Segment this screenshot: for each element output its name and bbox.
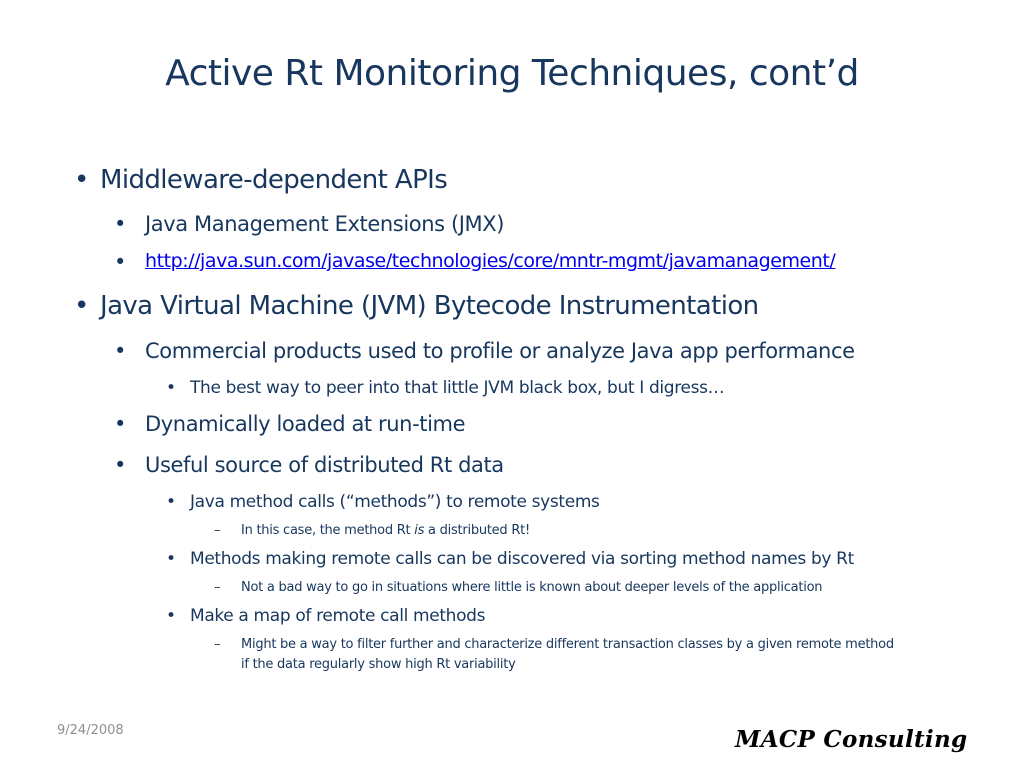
footer-date: 9/24/2008 — [57, 723, 124, 738]
bullet-method-rt-distributed — [241, 523, 530, 538]
bullet-jvm-black-box: The best way to peer into that little JVM black box, but I digress… — [190, 378, 725, 398]
bullet-icon: • — [166, 549, 176, 569]
slide-title: Active Rt Monitoring Techniques, cont’d — [165, 53, 859, 94]
bullet-icon: • — [114, 250, 126, 274]
bullet-icon: • — [166, 492, 176, 512]
bullet-filter-line-2: if the data regularly show high Rt variability — [241, 657, 516, 672]
bullet-jvm-instrumentation: Java Virtual Machine (JVM) Bytecode Instrumentation — [100, 291, 759, 321]
bullet-filter-line-1: Might be a way to filter further and characterize different transaction classes by a given remote method — [241, 637, 894, 652]
bullet-not-a-bad-way: Not a bad way to go in situations where little is known about deeper levels of the application — [241, 580, 823, 595]
bullet-icon: • — [114, 212, 126, 236]
footer-brand-logo: MACP Consulting — [735, 726, 968, 753]
text-segment: In this case, the method Rt — [241, 523, 415, 538]
emphasis-text: is — [414, 523, 425, 538]
bullet-icon: • — [114, 453, 126, 477]
jmx-link[interactable]: http://java.sun.com/javase/technologies/core/mntr-mgmt/javamanagement/ — [145, 250, 836, 272]
bullet-remote-call-map: Make a map of remote call methods — [190, 606, 486, 626]
bullet-commercial-products: Commercial products used to profile or analyze Java app performance — [145, 339, 855, 363]
bullet-dynamically-loaded: Dynamically loaded at run-time — [145, 412, 466, 436]
bullet-icon: • — [166, 606, 176, 626]
text-segment: a distributed Rt! — [424, 523, 530, 538]
dash-icon: – — [214, 637, 221, 652]
bullet-middleware-apis: Middleware-dependent APIs — [100, 165, 448, 195]
bullet-jmx: Java Management Extensions (JMX) — [145, 212, 505, 236]
bullet-java-method-calls: Java method calls (“methods”) to remote systems — [190, 492, 600, 512]
bullet-icon: • — [114, 339, 126, 363]
bullet-remote-calls-sorting: Methods making remote calls can be discovered via sorting method names by Rt — [190, 549, 854, 569]
bullet-useful-source: Useful source of distributed Rt data — [145, 453, 504, 477]
dash-icon: – — [214, 580, 221, 595]
bullet-icon: • — [166, 378, 176, 398]
dash-icon: – — [214, 523, 221, 538]
bullet-icon: • — [74, 165, 89, 195]
bullet-icon: • — [114, 412, 126, 436]
bullet-icon: • — [74, 291, 89, 321]
